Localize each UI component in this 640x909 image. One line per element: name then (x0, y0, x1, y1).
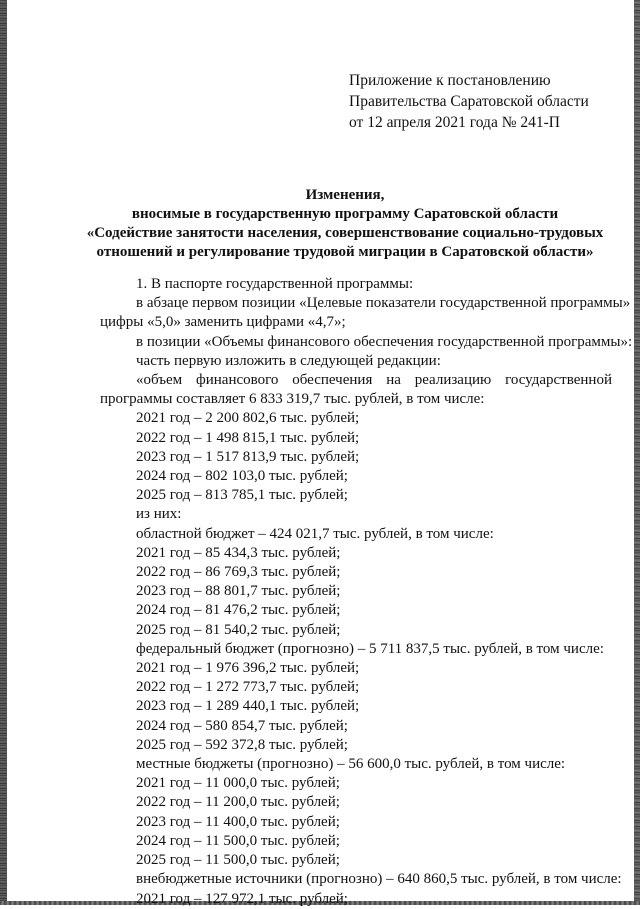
document-body (100, 275, 633, 909)
title-line: «Содействие занятости населения, совершенствование социально-трудовых (86, 225, 604, 241)
justified-word: «объем (136, 372, 183, 389)
local-year-line: 2022 год – 11 200,0 тыс. рублей; (136, 794, 340, 811)
regional-year-line: 2021 год – 85 434,3 тыс. рублей; (136, 544, 341, 561)
justified-word: обеспечения (292, 372, 373, 389)
total-year-line: 2022 год – 1 498 815,1 тыс. рублей; (136, 429, 360, 446)
federal-budget-heading: федеральный бюджет (прогнозно) – 5 711 837,5 тыс. рублей, в том числе: (136, 640, 604, 657)
justified-word: реализацию (414, 372, 492, 389)
regional-year-line: 2025 год – 81 540,2 тыс. рублей; (136, 621, 341, 638)
regional-budget-heading: областной бюджет – 424 021,7 тыс. рублей, в том числе: (136, 525, 494, 542)
extrabudgetary-year-line: 2021 год – 127 972,1 тыс. рублей; (136, 890, 348, 907)
total-year-line: 2023 год – 1 517 813,9 тыс. рублей; (136, 448, 360, 465)
total-year-line: 2021 год – 2 200 802,6 тыс. рублей; (136, 410, 360, 427)
paragraph-line: цифры «5,0» заменить цифрами «4,7»; (100, 314, 346, 331)
total-year-line: 2025 год – 813 785,1 тыс. рублей; (136, 487, 348, 504)
appendix-header (349, 70, 609, 133)
appendix-header-line: от 12 апреля 2021 года № 241-П (349, 114, 560, 131)
paragraph-line: часть первую изложить в следующей редакции: (136, 352, 441, 369)
paragraph-line: программы составляет 6 833 319,7 тыс. рублей, в том числе: (100, 391, 485, 408)
federal-year-line: 2022 год – 1 272 773,7 тыс. рублей; (136, 679, 360, 696)
local-year-line: 2021 год – 11 000,0 тыс. рублей; (136, 775, 340, 792)
paragraph-line: 1. В паспорте государственной программы: (136, 276, 414, 292)
federal-year-line: 2021 год – 1 976 396,2 тыс. рублей; (136, 660, 360, 677)
federal-year-line: 2025 год – 592 372,8 тыс. рублей; (136, 736, 348, 753)
justified-word: государственной (505, 372, 612, 389)
title-line: Изменения, (305, 187, 385, 203)
title-line: отношений и регулирование трудовой миграции в Саратовской области» (96, 244, 594, 260)
regional-year-line: 2022 год – 86 769,3 тыс. рублей; (136, 564, 341, 581)
justified-word: финансового (196, 372, 279, 389)
appendix-header-line: Правительства Саратовской области (349, 93, 589, 110)
title-line: вносимые в государственную программу Саратовской области (131, 206, 559, 222)
federal-year-line: 2023 год – 1 289 440,1 тыс. рублей; (136, 698, 360, 715)
paragraph-line-justified (100, 371, 612, 390)
total-year-line: 2024 год – 802 103,0 тыс. рублей; (136, 468, 348, 485)
appendix-header-line: Приложение к постановлению (349, 72, 551, 89)
local-year-line: 2025 год – 11 500,0 тыс. рублей; (136, 852, 340, 869)
local-year-line: 2024 год – 11 500,0 тыс. рублей; (136, 832, 340, 849)
federal-year-line: 2024 год – 580 854,7 тыс. рублей; (136, 717, 348, 734)
regional-year-line: 2024 год – 81 476,2 тыс. рублей; (136, 602, 341, 619)
local-year-line: 2023 год – 11 400,0 тыс. рублей; (136, 813, 340, 830)
paragraph-line: в абзаце первом позиции «Целевые показатели государственной программы» (136, 295, 631, 312)
regional-year-line: 2023 год – 88 801,7 тыс. рублей; (136, 583, 341, 600)
of-them-line: из них: (136, 506, 182, 523)
extrabudgetary-heading: внебюджетные источники (прогнозно) – 640 860,5 тыс. рублей, в том числе: (136, 871, 622, 888)
justified-word: на (386, 372, 401, 389)
document-title (80, 186, 610, 262)
local-budget-heading: местные бюджеты (прогнозно) – 56 600,0 тыс. рублей, в том числе: (136, 756, 566, 773)
paragraph-line: в позиции «Объемы финансового обеспечения государственной программы»: (136, 333, 633, 350)
